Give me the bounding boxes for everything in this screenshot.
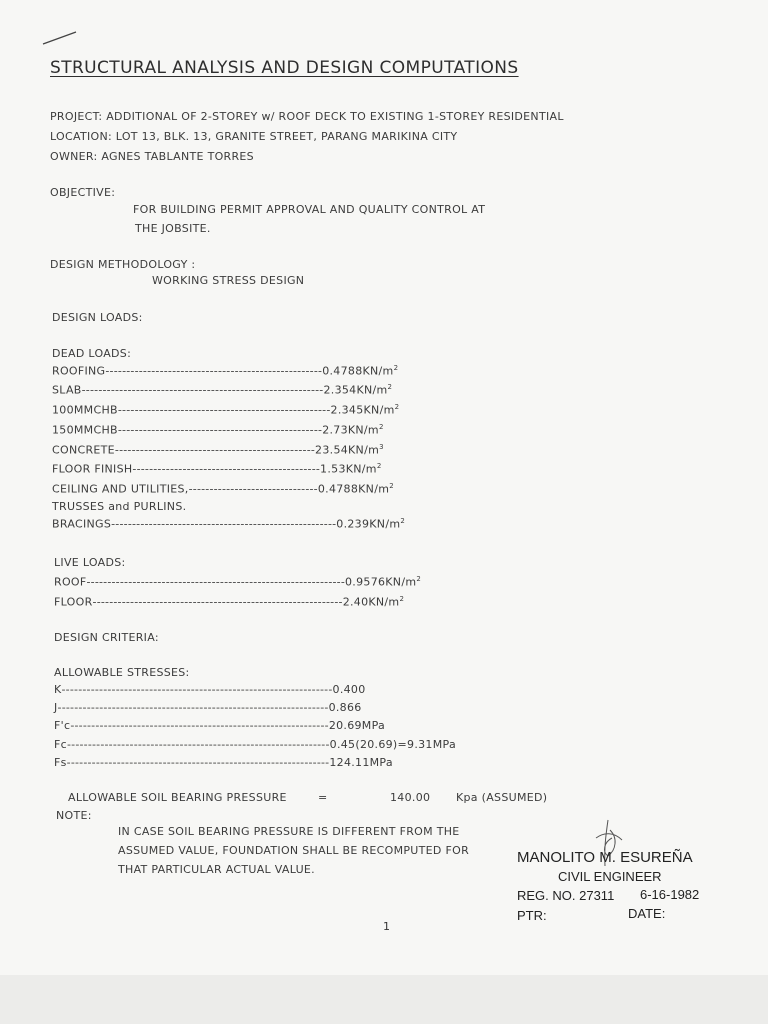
load-unit-exponent: 2 (399, 595, 405, 603)
stress-label: F'c (54, 719, 71, 732)
objective-heading: OBJECTIVE: (50, 186, 116, 199)
live-load-row (54, 595, 404, 609)
load-unit-exponent: 2 (389, 482, 394, 490)
soil-bearing-unit: Kpa (ASSUMED) (456, 791, 548, 804)
leader-dashes: ------------------------------- (188, 482, 318, 496)
stress-value: 124.11MPa (329, 756, 393, 769)
load-unit-exponent: 2 (416, 575, 422, 583)
load-value: 0.4788KN/m (322, 364, 394, 378)
load-label: FLOOR (54, 595, 93, 609)
load-label: 100MMCHB (52, 403, 118, 417)
leader-dashes: --------------------------------------------------- (117, 403, 331, 417)
stress-row (54, 738, 456, 751)
methodology-value: WORKING STRESS DESIGN (152, 274, 305, 287)
load-label: ROOF (54, 575, 87, 589)
stress-row (54, 683, 366, 696)
load-label: CONCRETE (52, 443, 115, 457)
soil-bearing-label: ALLOWABLE SOIL BEARING PRESSURE (68, 791, 287, 804)
leader-dashes: --------------------------------------------------------------- (66, 738, 330, 751)
load-label: ROOFING (52, 364, 106, 378)
dead-loads-heading: DEAD LOADS: (52, 347, 132, 360)
document-title: STRUCTURAL ANALYSIS AND DESIGN COMPUTATIONS (50, 58, 519, 78)
stress-label: K (54, 683, 62, 696)
pen-stroke-mark (40, 28, 80, 48)
load-unit-exponent: 2 (400, 517, 406, 525)
stress-row (54, 756, 393, 769)
dead-load-row (52, 383, 392, 397)
load-label: SLAB (52, 383, 82, 397)
page-number: 1 (383, 920, 390, 933)
load-unit-exponent: 2 (378, 423, 384, 431)
load-value: 1.53KN/m (320, 462, 377, 476)
stress-value: 0.866 (328, 701, 362, 714)
stress-value: 20.69MPa (328, 719, 386, 732)
registration-date: 6-16-1982 (640, 887, 700, 902)
methodology-heading: DESIGN METHODOLOGY : (50, 258, 196, 271)
load-label: FLOOR FINISH (52, 462, 133, 476)
load-value: 2.73KN/m (322, 423, 379, 437)
load-value: 23.54KN/m (315, 443, 380, 457)
dead-load-row (52, 517, 405, 531)
stress-value: 0.400 (332, 683, 366, 696)
live-load-row (54, 575, 421, 589)
load-value: 0.239KN/m (336, 517, 401, 531)
scan-bottom-edge (0, 975, 768, 1024)
stress-label: Fs (54, 756, 67, 769)
leader-dashes: ---------------------------------------------------- (105, 364, 323, 378)
date-label: DATE: (628, 906, 666, 921)
dead-load-row (52, 482, 394, 496)
leader-dashes: ------------------------------------------------- (117, 423, 323, 437)
load-unit-exponent: 3 (379, 443, 384, 451)
note-text-1: IN CASE SOIL BEARING PRESSURE IS DIFFERENT FROM THE (118, 825, 460, 838)
engineer-name: MANOLITO M. ESUREÑA (517, 849, 693, 866)
leader-dashes: ------------------------------------------------ (114, 443, 316, 457)
leader-dashes: ----------------------------------------------------------------- (57, 701, 329, 714)
objective-text-2: THE JOBSITE. (135, 222, 211, 235)
stress-row (54, 719, 385, 732)
note-text-3: THAT PARTICULAR ACTUAL VALUE. (118, 863, 315, 876)
location-line: LOCATION: LOT 13, BLK. 13, GRANITE STREET, PARANG MARIKINA CITY (50, 130, 458, 143)
engineer-title: CIVIL ENGINEER (558, 869, 662, 884)
load-label: 150MMCHB (52, 423, 118, 437)
leader-dashes: --------------------------------------------------------------- (66, 756, 330, 769)
load-value: 0.4788KN/m (317, 482, 390, 496)
load-unit-exponent: 2 (387, 383, 393, 391)
objective-text-1: FOR BUILDING PERMIT APPROVAL AND QUALITY CONTROL AT (133, 203, 486, 216)
stress-value: 0.45(20.69)=9.31MPa (329, 738, 457, 751)
design-criteria-heading: DESIGN CRITERIA: (54, 631, 159, 644)
design-loads-heading: DESIGN LOADS: (52, 311, 143, 324)
leader-dashes: ---------------------------------------------------------- (81, 383, 324, 397)
load-label: BRACINGS (52, 517, 112, 531)
load-value: 0.9576KN/m (345, 575, 417, 589)
load-value: 2.40KN/m (342, 595, 400, 609)
leader-dashes: -------------------------------------------------------------- (70, 719, 329, 732)
trusses-line: TRUSSES and PURLINS. (52, 500, 187, 513)
dead-load-row (52, 403, 399, 417)
load-label: CEILING AND UTILITIES, (52, 482, 189, 496)
owner-line: OWNER: AGNES TABLANTE TORRES (50, 150, 254, 163)
load-unit-exponent: 2 (393, 364, 399, 372)
stress-label: Fc (54, 738, 67, 751)
soil-bearing-value: 140.00 (390, 791, 431, 804)
stress-label: J (54, 701, 58, 714)
dead-load-row (52, 443, 384, 457)
note-heading: NOTE: (56, 809, 92, 822)
soil-bearing-equals: = (318, 791, 328, 804)
dead-load-row (52, 364, 398, 378)
registration-number: REG. NO. 27311 (517, 888, 615, 903)
allowable-stresses-heading: ALLOWABLE STRESSES: (54, 666, 190, 679)
leader-dashes: -------------------------------------------------------------- (86, 575, 345, 589)
ptr-label: PTR: (517, 908, 547, 923)
signature-scribble (578, 816, 638, 876)
load-value: 2.345KN/m (330, 403, 395, 417)
project-line: PROJECT: ADDITIONAL OF 2-STOREY w/ ROOF DECK TO EXISTING 1-STOREY RESIDENTIAL (50, 110, 564, 123)
dead-load-row (52, 462, 382, 476)
leader-dashes: --------------------------------------------- (132, 462, 321, 476)
leader-dashes: ----------------------------------------------------------------- (61, 683, 333, 696)
stress-row (54, 701, 362, 714)
load-unit-exponent: 2 (376, 462, 382, 470)
live-loads-heading: LIVE LOADS: (54, 556, 126, 569)
leader-dashes: ------------------------------------------------------------ (92, 595, 343, 609)
leader-dashes: ------------------------------------------------------ (111, 517, 337, 531)
load-unit-exponent: 2 (394, 403, 400, 411)
note-text-2: ASSUMED VALUE, FOUNDATION SHALL BE RECOMPUTED FOR (118, 844, 470, 857)
dead-load-row (52, 423, 384, 437)
load-value: 2.354KN/m (323, 383, 388, 397)
